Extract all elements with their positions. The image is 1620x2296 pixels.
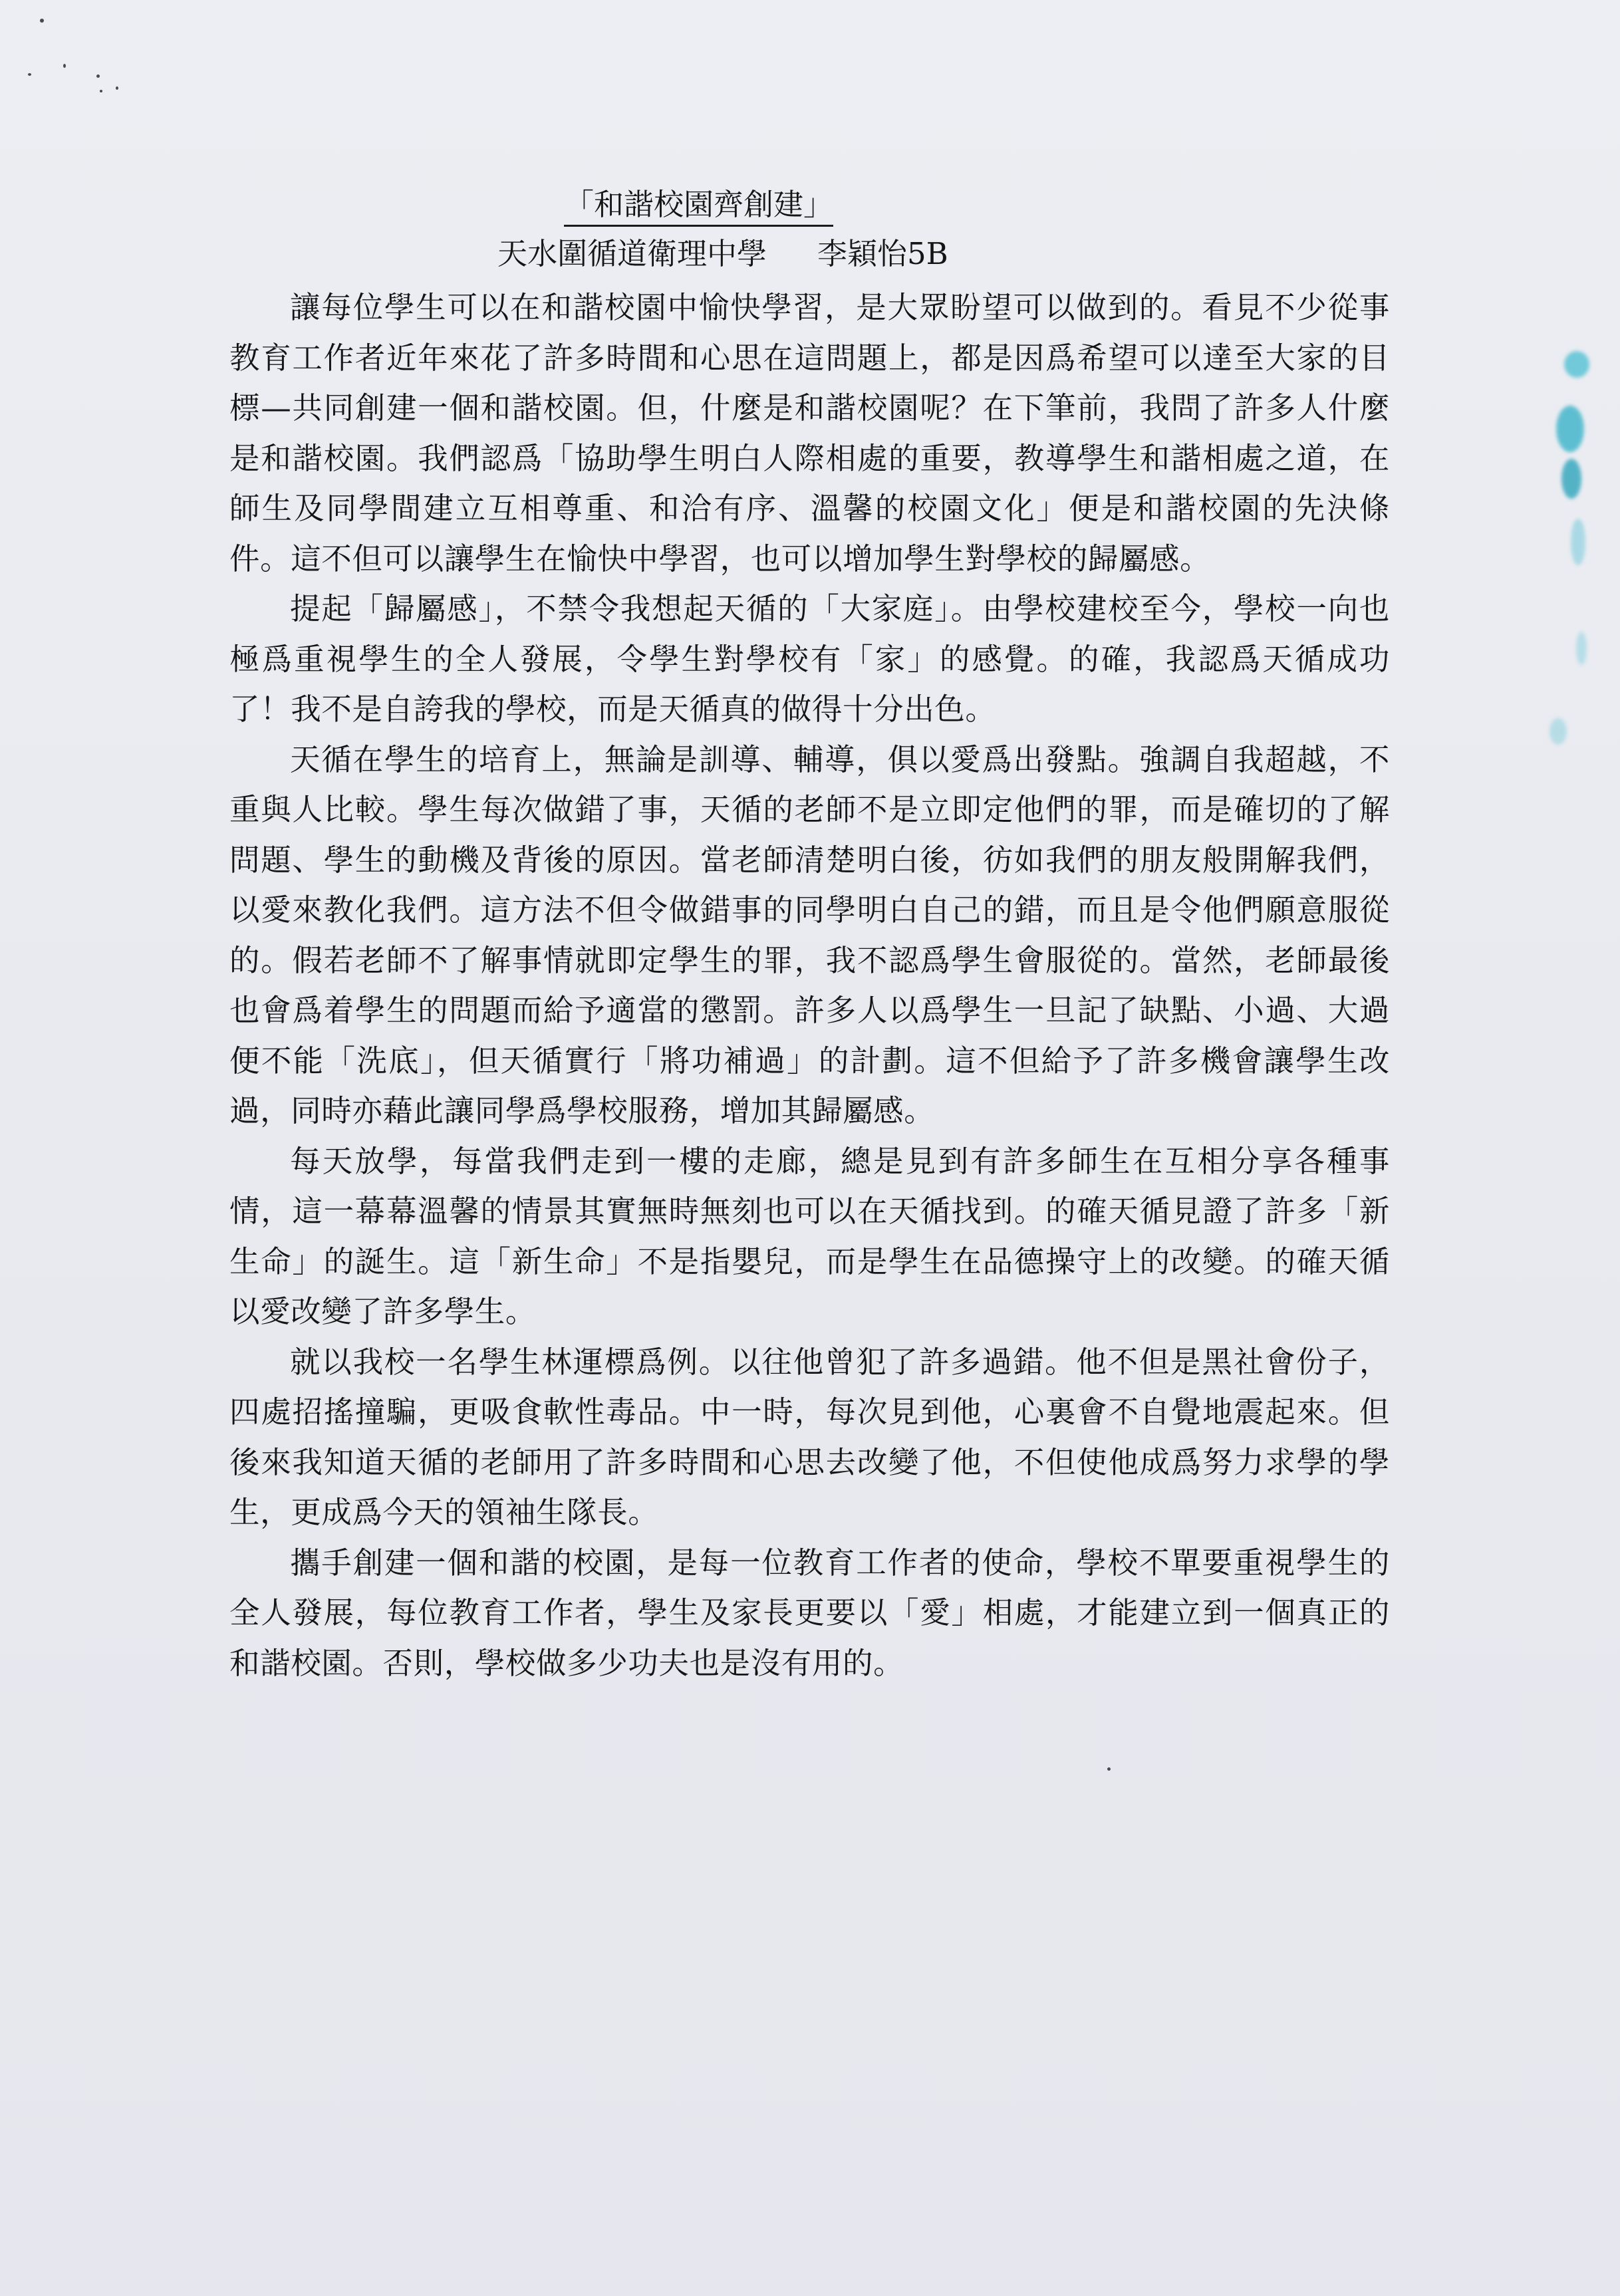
- paragraph: 每天放學，每當我們走到一樓的走廊，總是見到有許多師生在互相分享各種事情，這一幕幕溫馨的情景其實無時無刻也可以在天循找到。的確天循見證了許多「新生命」的誕生。這「新生命」不是指嬰兒，而是學生在品德操守上的改變。的確天循以愛改變了許多學生。: [229, 1143, 1390, 1329]
- paragraph: 讓每位學生可以在和諧校園中愉快學習，是大眾盼望可以做到的。看見不少從事教育工作者近年來花了許多時間和心思在這問題上，都是因爲希望可以達至大家的目標—共同創建一個和諧校園。但，什麼是和諧校園呢？在下筆前，我問了許多人什麼是和諧校園。我們認爲「協助學生明白人際相處的重要，教導學生和諧相處之道，在師生及同學間建立互相尊重、和洽有序、溫馨的校園文化」便是和諧校園的先決條件。這不但可以讓學生在愉快中學習，也可以增加學生對學校的歸屬感。: [229, 290, 1390, 576]
- essay-body: [229, 283, 1390, 1688]
- byline: [497, 234, 948, 274]
- essay-title: [564, 185, 870, 225]
- paragraph: 就以我校一名學生林運標爲例。以往他曾犯了許多過錯。他不但是黑社會份子，四處招搖撞騙，更吸食軟性毒品。中一時，每次見到他，心裏會不自覺地震起來。但後來我知道天循的老師用了許多時間和心思去改變了他，不但使他成爲努力求學的學生，更成爲今天的領袖生隊長。: [229, 1344, 1390, 1530]
- paragraph: 攜手創建一個和諧的校園，是每一位教育工作者的使命，學校不單要重視學生的全人發展，每位教育工作者，學生及家長更要以「愛」相處，才能建立到一個真正的和諧校園。否則，學校做多少功夫也是沒有用的。: [229, 1545, 1390, 1681]
- author-name: 李穎怡5B: [817, 236, 948, 271]
- title-text: 「和諧校園齊創建」: [564, 187, 833, 227]
- paragraph: 提起「歸屬感」，不禁令我想起天循的「大家庭」。由學校建校至今，學校一向也極爲重視學生的全人發展，令學生對學校有「家」的感覺。的確，我認爲天循成功了！我不是自誇我的學校，而是天循真的做得十分出色。: [229, 591, 1390, 727]
- paragraph: 天循在學生的培育上，無論是訓導、輔導，俱以愛爲出發點。強調自我超越，不重與人比較。學生每次做錯了事，天循的老師不是立即定他們的罪，而是確切的了解問題、學生的動機及背後的原因。當老師清楚明白後，彷如我們的朋友般開解我們，以愛來教化我們。這方法不但令做錯事的同學明白自己的錯，而且是令他們願意服從的。假若老師不了解事情就即定學生的罪，我不認爲學生會服從的。當然，老師最後也會爲着學生的問題而給予適當的懲罰。許多人以爲學生一旦記了缺點、小過、大過便不能「洗底」，但天循實行「將功補過」的計劃。這不但給予了許多機會讓學生改過，同時亦藉此讓同學爲學校服務，增加其歸屬感。: [229, 741, 1390, 1128]
- school-name: 天水圍循道衛理中學: [497, 236, 767, 271]
